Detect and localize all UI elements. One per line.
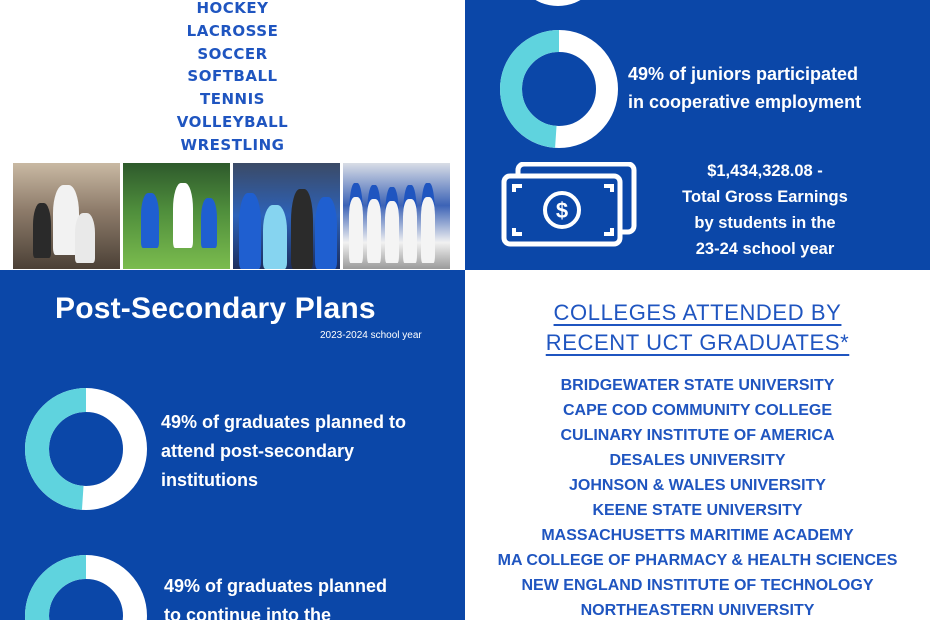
college-item: CULINARY INSTITUTE OF AMERICA — [560, 427, 835, 444]
ps2-line2: to continue into the — [164, 605, 331, 620]
college-item: KEENE STATE UNIVERSITY — [592, 502, 803, 519]
college-item: DESALES UNIVERSITY — [609, 452, 786, 469]
ps2-line1: 49% of graduates planned — [164, 576, 388, 596]
coop-line2: in cooperative employment — [628, 92, 862, 112]
post-secondary-stat-1 — [161, 408, 406, 495]
sport-item: HOCKEY — [196, 0, 269, 17]
colleges-list — [465, 373, 930, 620]
colleges-heading — [465, 298, 930, 358]
colleges-heading-line1: COLLEGES ATTENDED BY — [553, 300, 842, 325]
sport-item: TENNIS — [200, 90, 265, 109]
sport-item: WRESTLING — [180, 135, 285, 154]
college-item: BRIDGEWATER STATE UNIVERSITY — [560, 377, 835, 394]
sport-item: VOLLEYBALL — [176, 112, 289, 131]
sports-panel — [0, 0, 465, 270]
college-item: MASSACHUSETTS MARITIME ACADEMY — [541, 527, 854, 544]
post-secondary-donut-2 — [25, 555, 147, 620]
sport-item: SOCCER — [197, 44, 268, 63]
sports-list — [0, 0, 465, 157]
baseball-team-photo — [343, 163, 450, 269]
coop-stat — [628, 60, 861, 116]
earnings-stat — [645, 158, 885, 262]
post-secondary-stat-2 — [164, 572, 387, 620]
colleges-heading-line2: RECENT UCT GRADUATES* — [545, 330, 850, 355]
college-item: NORTHEASTERN UNIVERSITY — [580, 602, 815, 619]
ps1-line2: attend post-secondary — [161, 441, 355, 461]
post-secondary-subtitle: 2023-2024 school year — [320, 330, 422, 341]
svg-text:$: $ — [555, 198, 569, 223]
money-icon — [500, 162, 638, 266]
coop-donut — [500, 30, 618, 148]
college-item: JOHNSON & WALES UNIVERSITY — [569, 477, 826, 494]
ps1-line1: 49% of graduates planned to — [161, 412, 407, 432]
college-item: CAPE COD COMMUNITY COLLEGE — [562, 402, 833, 419]
earnings-amount: $1,434,328.08 - — [707, 162, 823, 180]
photo-strip — [13, 163, 450, 269]
sport-item: LACROSSE — [186, 21, 279, 40]
college-item: NEW ENGLAND INSTITUTE OF TECHNOLOGY — [521, 577, 874, 594]
coop-line1: 49% of juniors participated — [628, 64, 859, 84]
college-item: MA COLLEGE OF PHARMACY & HEALTH SCIENCES — [497, 552, 898, 569]
soccer-photo — [123, 163, 230, 269]
ps1-line3: institutions — [161, 470, 258, 490]
sport-item: SOFTBALL — [187, 67, 278, 86]
earnings-line3: 23-24 school year — [695, 240, 835, 258]
post-secondary-donut-1 — [25, 388, 147, 510]
earnings-line2: by students in the — [694, 214, 836, 232]
student-group-photo — [233, 163, 340, 269]
basketball-photo — [13, 163, 120, 269]
earnings-line1: Total Gross Earnings — [682, 188, 848, 206]
post-secondary-title: Post-Secondary Plans — [55, 292, 376, 325]
